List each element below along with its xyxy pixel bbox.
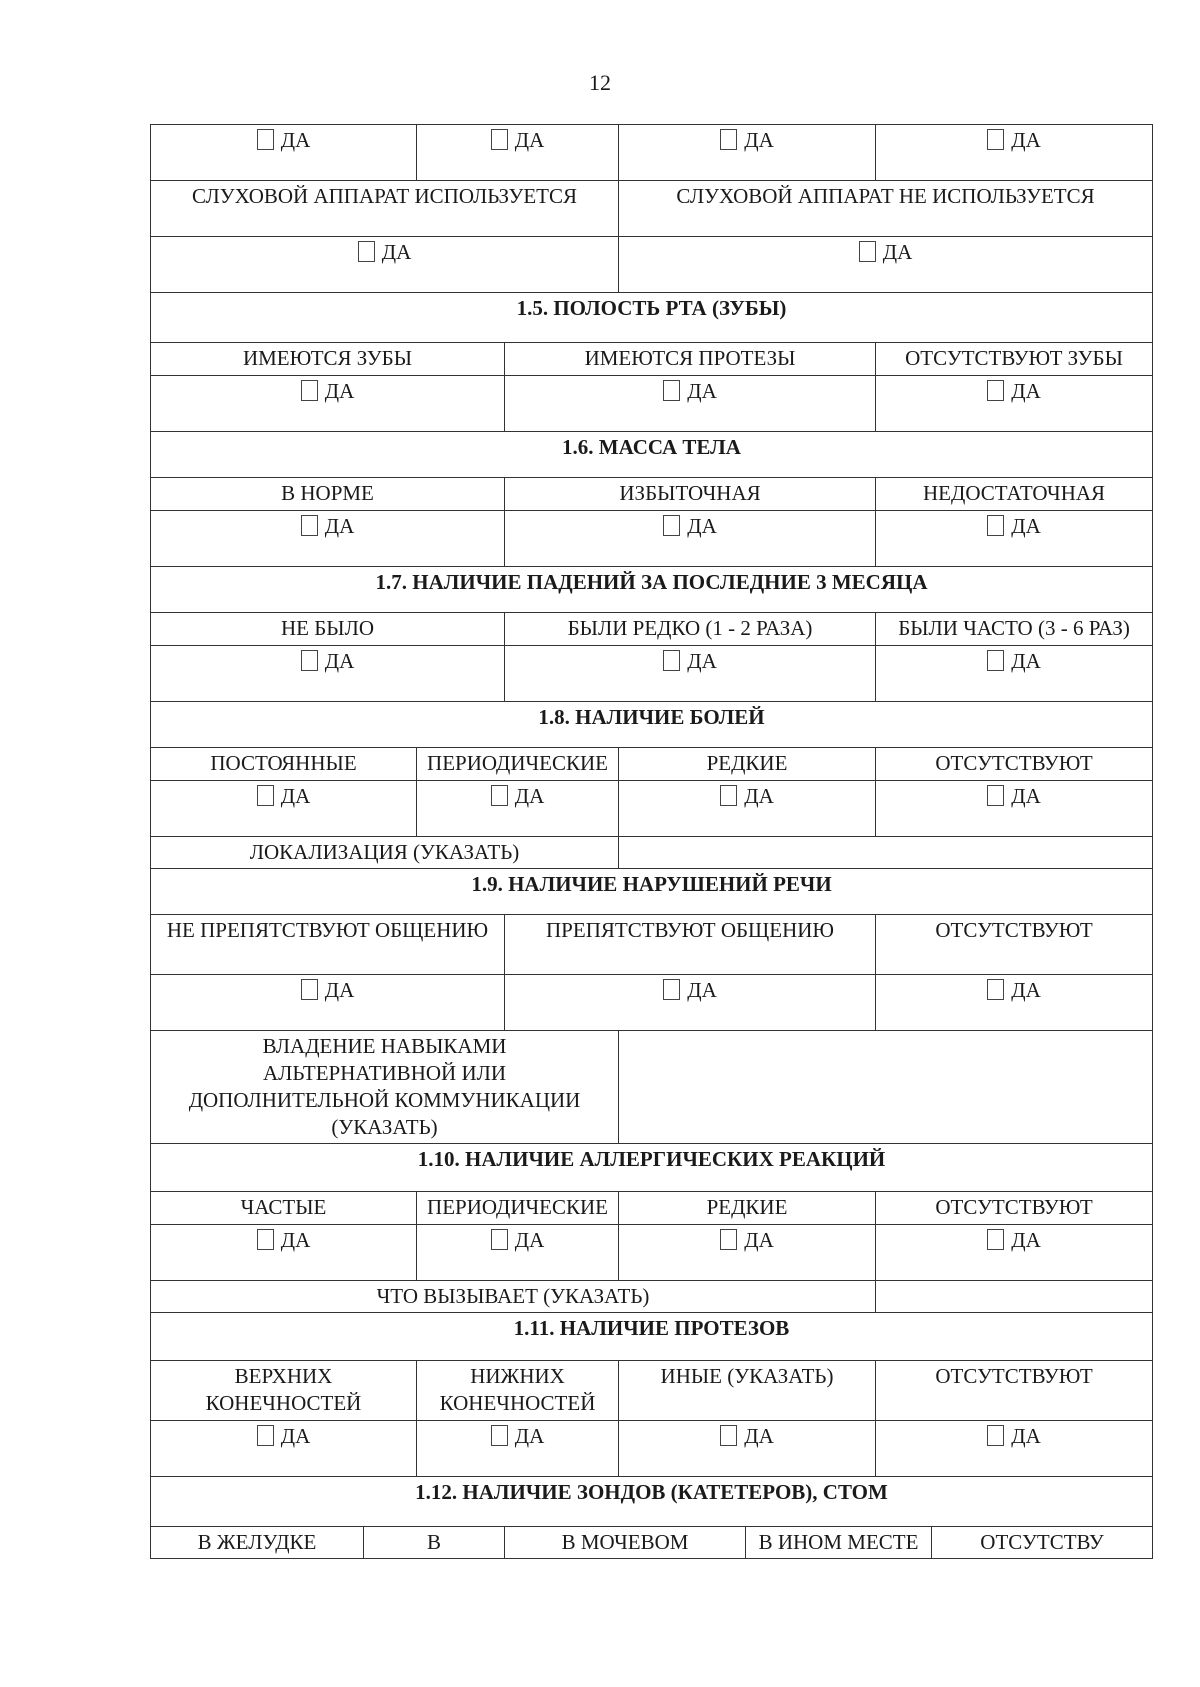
checkbox[interactable]: [491, 129, 508, 150]
prostheses-option-upper: ВЕРХНИХ КОНЕЧНОСТЕЙ: [151, 1361, 417, 1421]
checkbox[interactable]: [720, 1229, 737, 1250]
section-oral-title: 1.5. ПОЛОСТЬ РТА (ЗУБЫ): [151, 293, 1153, 343]
section-prostheses-title: 1.11. НАЛИЧИЕ ПРОТЕЗОВ: [151, 1313, 1153, 1361]
pain-option-rare: РЕДКИЕ: [619, 748, 876, 781]
speech-yes-3[interactable]: ДА: [876, 975, 1153, 1031]
checkbox[interactable]: [257, 1229, 274, 1250]
checkbox[interactable]: [301, 650, 318, 671]
checkbox[interactable]: [987, 785, 1004, 806]
hearing-aid-not-used-label: СЛУХОВОЙ АППАРАТ НЕ ИСПОЛЬЗУЕТСЯ: [619, 181, 1153, 237]
hearing-aid-used-yes[interactable]: ДА: [151, 237, 619, 293]
hearing-aid-not-used-yes[interactable]: ДА: [619, 237, 1153, 293]
weight-yes-1[interactable]: ДА: [151, 511, 505, 567]
hearing-prev-yes-3[interactable]: ДА: [619, 125, 876, 181]
checkbox[interactable]: [987, 129, 1004, 150]
section-probes-title: 1.12. НАЛИЧИЕ ЗОНДОВ (КАТЕТЕРОВ), СТОМ: [151, 1477, 1153, 1527]
checkbox[interactable]: [987, 1425, 1004, 1446]
falls-yes-1[interactable]: ДА: [151, 646, 505, 702]
allergy-option-periodic: ПЕРИОДИЧЕСКИЕ: [417, 1192, 619, 1225]
prostheses-yes-1[interactable]: ДА: [151, 1421, 417, 1477]
weight-option-insufficient: НЕДОСТАТОЧНАЯ: [876, 478, 1153, 511]
oral-option-no-teeth: ОТСУТСТВУЮТ ЗУБЫ: [876, 343, 1153, 376]
checkbox[interactable]: [358, 241, 375, 262]
checkbox[interactable]: [987, 979, 1004, 1000]
page-number: 12: [589, 70, 611, 95]
allergy-option-absent: ОТСУТСТВУЮТ: [876, 1192, 1153, 1225]
allergy-cause-field[interactable]: [876, 1281, 1153, 1313]
section-weight-title: 1.6. МАССА ТЕЛА: [151, 432, 1153, 478]
speech-option-absent: ОТСУТСТВУЮТ: [876, 915, 1153, 975]
checkbox[interactable]: [301, 979, 318, 1000]
speech-alt-communication-label: ВЛАДЕНИЕ НАВЫКАМИ АЛЬТЕРНАТИВНОЙ ИЛИ ДОПОЛНИТЕЛЬНОЙ КОММУНИКАЦИИ (УКАЗАТЬ): [151, 1031, 619, 1144]
checkbox[interactable]: [987, 515, 1004, 536]
allergy-yes-2[interactable]: ДА: [417, 1225, 619, 1281]
pain-yes-1[interactable]: ДА: [151, 781, 417, 837]
prostheses-yes-3[interactable]: ДА: [619, 1421, 876, 1477]
oral-yes-2[interactable]: ДА: [505, 376, 876, 432]
checkbox[interactable]: [301, 515, 318, 536]
allergy-option-rare: РЕДКИЕ: [619, 1192, 876, 1225]
oral-option-dentures: ИМЕЮТСЯ ПРОТЕЗЫ: [505, 343, 876, 376]
hearing-prev-yes-1[interactable]: ДА: [151, 125, 417, 181]
checkbox[interactable]: [987, 650, 1004, 671]
oral-yes-3[interactable]: ДА: [876, 376, 1153, 432]
probes-option-stomach: В ЖЕЛУДКЕ: [151, 1527, 364, 1559]
section-speech-title: 1.9. НАЛИЧИЕ НАРУШЕНИЙ РЕЧИ: [151, 869, 1153, 915]
falls-option-often: БЫЛИ ЧАСТО (3 - 6 РАЗ): [876, 613, 1153, 646]
pain-yes-3[interactable]: ДА: [619, 781, 876, 837]
pain-option-absent: ОТСУТСТВУЮТ: [876, 748, 1153, 781]
oral-yes-1[interactable]: ДА: [151, 376, 505, 432]
hearing-prev-yes-4[interactable]: ДА: [876, 125, 1153, 181]
assessment-form-table: [150, 124, 1153, 1559]
allergy-yes-3[interactable]: ДА: [619, 1225, 876, 1281]
checkbox[interactable]: [257, 785, 274, 806]
probes-option-absent: ОТСУТСТВУ: [932, 1527, 1153, 1559]
probes-option-in: В: [364, 1527, 505, 1559]
checkbox[interactable]: [257, 129, 274, 150]
checkbox[interactable]: [859, 241, 876, 262]
pain-yes-4[interactable]: ДА: [876, 781, 1153, 837]
speech-option-not-hinder: НЕ ПРЕПЯТСТВУЮТ ОБЩЕНИЮ: [151, 915, 505, 975]
prostheses-option-absent: ОТСУТСТВУЮТ: [876, 1361, 1153, 1421]
falls-option-none: НЕ БЫЛО: [151, 613, 505, 646]
prostheses-yes-4[interactable]: ДА: [876, 1421, 1153, 1477]
checkbox[interactable]: [663, 979, 680, 1000]
hearing-aid-used-label: СЛУХОВОЙ АППАРАТ ИСПОЛЬЗУЕТСЯ: [151, 181, 619, 237]
falls-yes-3[interactable]: ДА: [876, 646, 1153, 702]
pain-yes-2[interactable]: ДА: [417, 781, 619, 837]
falls-option-rare: БЫЛИ РЕДКО (1 - 2 РАЗА): [505, 613, 876, 646]
weight-option-normal: В НОРМЕ: [151, 478, 505, 511]
checkbox[interactable]: [663, 650, 680, 671]
allergy-yes-1[interactable]: ДА: [151, 1225, 417, 1281]
section-falls-title: 1.7. НАЛИЧИЕ ПАДЕНИЙ ЗА ПОСЛЕДНИЕ 3 МЕСЯЦА: [151, 567, 1153, 613]
falls-yes-2[interactable]: ДА: [505, 646, 876, 702]
allergy-cause-label: ЧТО ВЫЗЫВАЕТ (УКАЗАТЬ): [151, 1281, 876, 1313]
pain-option-constant: ПОСТОЯННЫЕ: [151, 748, 417, 781]
speech-alt-communication-field[interactable]: [619, 1031, 1153, 1144]
checkbox[interactable]: [987, 380, 1004, 401]
checkbox[interactable]: [720, 785, 737, 806]
section-allergy-title: 1.10. НАЛИЧИЕ АЛЛЕРГИЧЕСКИХ РЕАКЦИЙ: [151, 1144, 1153, 1192]
prostheses-option-lower: НИЖНИХ КОНЕЧНОСТЕЙ: [417, 1361, 619, 1421]
allergy-option-frequent: ЧАСТЫЕ: [151, 1192, 417, 1225]
pain-localization-label: ЛОКАЛИЗАЦИЯ (УКАЗАТЬ): [151, 837, 619, 869]
checkbox[interactable]: [491, 785, 508, 806]
speech-yes-1[interactable]: ДА: [151, 975, 505, 1031]
weight-yes-3[interactable]: ДА: [876, 511, 1153, 567]
checkbox[interactable]: [720, 129, 737, 150]
weight-yes-2[interactable]: ДА: [505, 511, 876, 567]
section-pain-title: 1.8. НАЛИЧИЕ БОЛЕЙ: [151, 702, 1153, 748]
checkbox[interactable]: [987, 1229, 1004, 1250]
probes-option-bladder: В МОЧЕВОМ: [505, 1527, 746, 1559]
checkbox[interactable]: [663, 380, 680, 401]
pain-option-periodic: ПЕРИОДИЧЕСКИЕ: [417, 748, 619, 781]
allergy-yes-4[interactable]: ДА: [876, 1225, 1153, 1281]
prostheses-option-other: ИНЫЕ (УКАЗАТЬ): [619, 1361, 876, 1421]
checkbox[interactable]: [720, 1425, 737, 1446]
hearing-prev-yes-2[interactable]: ДА: [417, 125, 619, 181]
oral-option-teeth: ИМЕЮТСЯ ЗУБЫ: [151, 343, 505, 376]
probes-option-other-place: В ИНОМ МЕСТЕ: [746, 1527, 932, 1559]
speech-option-hinder: ПРЕПЯТСТВУЮТ ОБЩЕНИЮ: [505, 915, 876, 975]
checkbox[interactable]: [491, 1229, 508, 1250]
pain-localization-field[interactable]: [619, 837, 1153, 869]
checkbox[interactable]: [491, 1425, 508, 1446]
checkbox[interactable]: [301, 380, 318, 401]
speech-yes-2[interactable]: ДА: [505, 975, 876, 1031]
prostheses-yes-2[interactable]: ДА: [417, 1421, 619, 1477]
checkbox[interactable]: [663, 515, 680, 536]
checkbox[interactable]: [257, 1425, 274, 1446]
weight-option-excess: ИЗБЫТОЧНАЯ: [505, 478, 876, 511]
